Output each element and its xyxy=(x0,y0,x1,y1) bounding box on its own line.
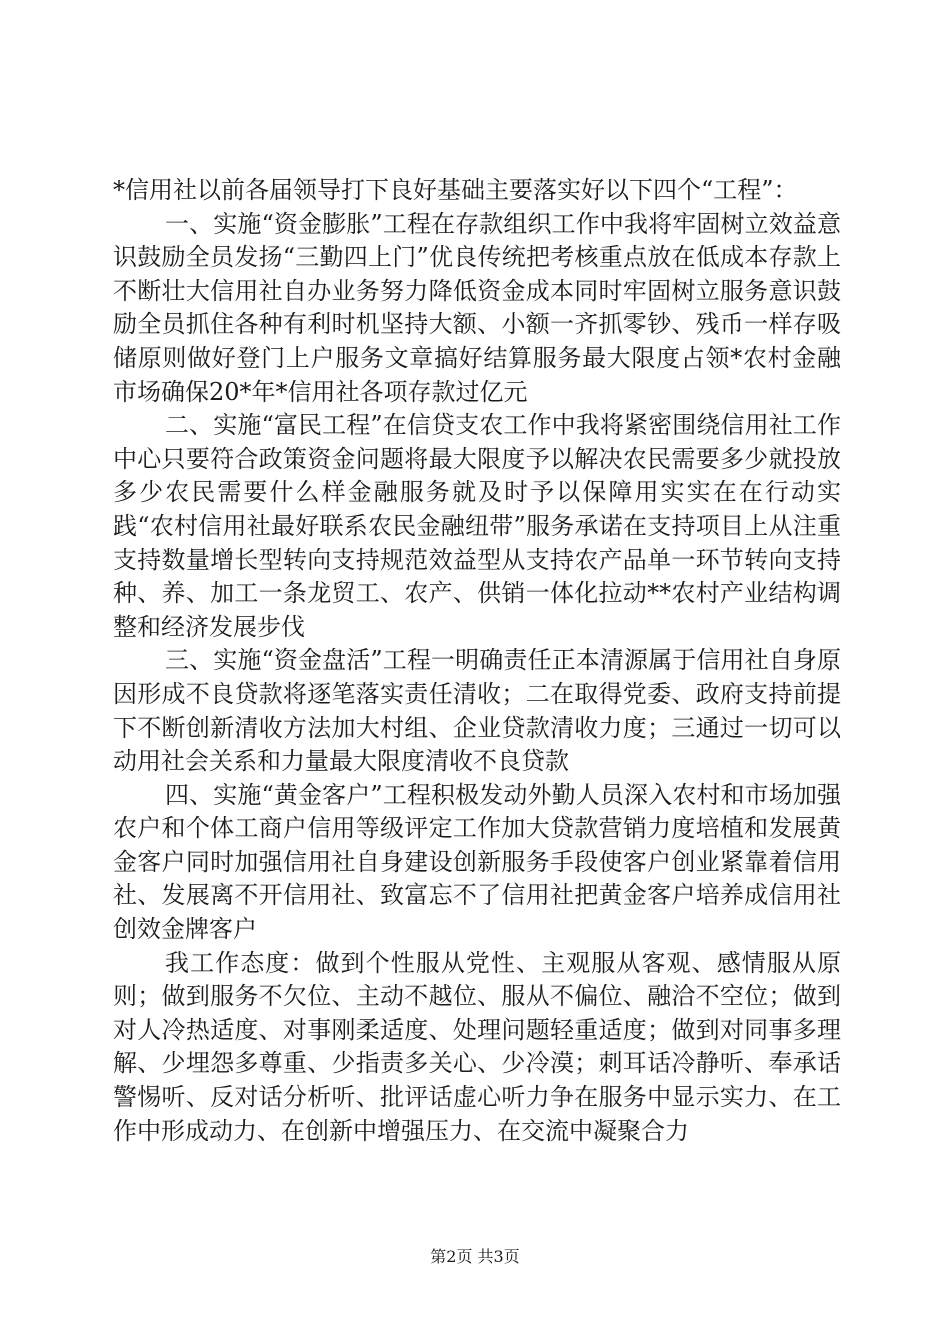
document-body xyxy=(113,174,841,1148)
paragraph-work-attitude: 我工作态度：做到个性服从党性、主观服从客观、感情服从原则；做到服务不欠位、主动不越位、服从不偏位、融洽不空位；做到对人冷热适度、对事刚柔适度、处理问题轻重适度；做到对同事多理解、少埋怨多尊重、少指责多关心、少冷漠；刺耳话冷静听、奉承话警惕听、反对话分析听、批评话虚心听力争在服务中显示实力、在工作中形成动力、在创新中增强压力、在交流中凝聚合力 xyxy=(113,948,841,1145)
page-footer: 第2页 共3页 xyxy=(430,1247,520,1266)
paragraph-capital-expansion: 一、实施“资金膨胀”工程在存款组织工作中我将牢固树立效益意识鼓励全员发扬“三勤四上门”优良传统把考核重点放在低成本存款上不断壮大信用社自办业务努力降低资金成本同时牢固树立服务意识鼓励全员抓住各种有利时机坚持大额、小额一齐抓零钞、残币一样存吸储原则做好登门上户服务文章搞好结算服务最大限度占领*农村金融市场确保20*年*信用社各项存款过亿元 xyxy=(113,209,841,406)
paragraph-capital-revitalization: 三、实施“资金盘活”工程一明确责任正本清源属于信用社自身原因形成不良贷款将逐笔落实责任清收；二在取得党委、政府支持前提下不断创新清收方法加大村组、企业贷款清收力度；三通过一切可以动用社会关系和力量最大限度清收不良贷款 xyxy=(113,646,841,776)
paragraph-gold-customers: 四、实施“黄金客户”工程积极发动外勤人员深入农村和市场加强农户和个体工商户信用等级评定工作加大贷款营销力度培植和发展黄金客户同时加强信用社自身建设创新服务手段使客户创业紧靠着信用社、发展离不开信用社、致富忘不了信用社把黄金客户培养成信用社创效金牌客户 xyxy=(113,780,841,944)
paragraph-enrich-people: 二、实施“富民工程”在信贷支农工作中我将紧密围绕信用社工作中心只要符合政策资金问题将最大限度予以解决农民需要多少就投放多少农民需要什么样金融服务就及时予以保障用实实在在行动实践“农村信用社最好联系农民金融纽带”服务承诺在支持项目上从注重支持数量增长型转向支持规范效益型从支持农产品单一环节转向支持种、养、加工一条龙贸工、农产、供销一体化拉动**农村产业结构调整和经济发展步伐 xyxy=(113,411,841,641)
intro-paragraph: *信用社以前各届领导打下良好基础主要落实好以下四个“工程”： xyxy=(113,176,798,204)
